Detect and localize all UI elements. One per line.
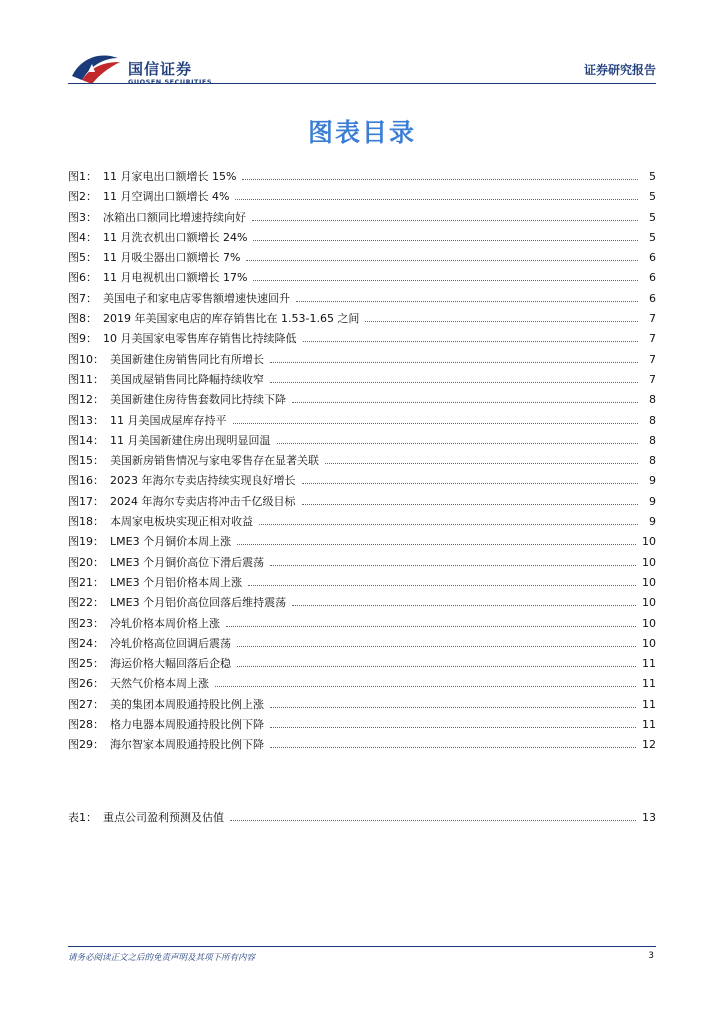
toc-figure-entry[interactable]: [68, 271, 656, 291]
toc-entry-title: 11 月电视机出口额增长 17%: [103, 271, 248, 285]
footer-divider: [68, 946, 656, 947]
toc-entry-page: 9: [649, 494, 656, 508]
toc-figure-entry[interactable]: [68, 718, 656, 738]
toc-dot-leader: [292, 401, 638, 403]
toc-entry-title: 本周家电板块实现正相对收益: [110, 515, 253, 529]
toc-entry-label: 图25：: [68, 657, 104, 671]
toc-dot-leader: [302, 503, 639, 505]
toc-figure-entry[interactable]: [68, 617, 656, 637]
toc-entry-title: 美国成屋销售同比降幅持续收窄: [110, 372, 264, 386]
guosen-logo-icon: [68, 50, 124, 86]
toc-entry-page: 6: [649, 291, 656, 305]
toc-entry-page: 8: [649, 433, 656, 447]
toc-figure-entry[interactable]: [68, 677, 656, 697]
toc-entry-page: 7: [649, 372, 656, 386]
toc-entry-title: 11 月家电出口额增长 15%: [103, 170, 237, 183]
toc-entry-page: 6: [649, 251, 656, 265]
toc-entry-page: 10: [642, 636, 656, 650]
toc-dot-leader: [215, 685, 636, 687]
page-header: [68, 44, 656, 84]
page-title: 图表目录: [307, 118, 416, 147]
toc-entry-title: 重点公司盈利预测及估值: [103, 811, 224, 824]
toc-figure-entry[interactable]: [68, 495, 656, 515]
toc-entry-title: 美国新建住房销售同比有所增长: [110, 352, 264, 366]
toc-entry-title: 11 月空调出口额增长 4%: [103, 190, 230, 204]
toc-figure-entry[interactable]: [68, 535, 656, 555]
toc-entry-title: 美国新建住房待售套数同比持续下降: [110, 393, 286, 407]
toc-figure-entry[interactable]: [68, 312, 656, 332]
toc-dot-leader: [259, 523, 638, 525]
toc-dot-leader: [303, 340, 639, 342]
toc-entry-label: 图12：: [68, 393, 104, 407]
toc-table-entry[interactable]: [68, 811, 656, 831]
toc-entry-label: 图9：: [68, 332, 97, 346]
toc-entry-page: 12: [642, 738, 656, 752]
toc-entry-label: 图7：: [68, 291, 97, 305]
toc-entry-label: 图3：: [68, 210, 97, 224]
toc-entry-label: 图10：: [68, 352, 104, 366]
toc-figure-entry[interactable]: [68, 434, 656, 454]
toc-entry-page: 8: [649, 393, 656, 407]
toc-dot-leader: [235, 198, 638, 200]
toc-figure-entry[interactable]: [68, 576, 656, 596]
company-logo: [68, 50, 218, 86]
toc-entry-label: 图17：: [68, 494, 104, 508]
toc-entry-page: 8: [649, 413, 656, 427]
toc-figure-entry[interactable]: [68, 474, 656, 494]
toc-entry-page: 10: [642, 575, 656, 589]
toc-entry-label: 图23：: [68, 616, 104, 630]
toc-entry-label: 图16：: [68, 474, 104, 488]
toc-entry-page: 7: [649, 352, 656, 366]
toc-entry-page: 10: [642, 596, 656, 610]
toc-entry-title: 海运价格大幅回落后企稳: [110, 657, 231, 671]
header-divider: [68, 83, 656, 84]
footer-disclaimer: 请务必阅读正文之后的免责声明及其项下所有内容: [68, 953, 256, 963]
toc-dot-leader: [365, 320, 638, 322]
toc-figure-entry[interactable]: [68, 170, 656, 190]
toc-entry-page: 9: [649, 474, 656, 488]
toc-entry-label: 图19：: [68, 535, 104, 549]
toc-dot-leader: [237, 665, 636, 667]
toc-entry-page: 8: [649, 454, 656, 468]
toc-dot-leader: [302, 482, 639, 484]
toc-dot-leader: [237, 543, 636, 545]
toc-entry-page: 10: [642, 616, 656, 630]
toc-entry-title: 11 月洗衣机出口额增长 24%: [103, 230, 248, 244]
figure-toc-list: [68, 170, 656, 759]
toc-dot-leader: [233, 422, 639, 424]
toc-entry-title: 美国电子和家电店零售额增速快速回升: [103, 291, 290, 305]
toc-figure-entry[interactable]: [68, 332, 656, 352]
toc-entry-page: 10: [642, 535, 656, 549]
toc-dot-leader: [230, 819, 636, 821]
toc-entry-title: LME3 个月铝价高位回落后维持震荡: [110, 596, 287, 610]
footer-page-number: 3: [648, 951, 654, 961]
toc-dot-leader: [237, 645, 636, 647]
toc-entry-label: 图5：: [68, 251, 97, 265]
toc-figure-entry[interactable]: [68, 454, 656, 474]
toc-entry-title: 冷轧价格本周价格上涨: [110, 616, 220, 630]
toc-dot-leader: [270, 361, 638, 363]
toc-dot-leader: [253, 239, 638, 241]
toc-dot-leader: [270, 726, 636, 728]
toc-entry-page: 5: [649, 170, 656, 183]
toc-dot-leader: [226, 625, 636, 627]
toc-entry-title: 2024 年海尔专卖店将冲击千亿级目标: [110, 494, 296, 508]
toc-entry-page: 5: [649, 190, 656, 204]
toc-entry-page: 10: [642, 555, 656, 569]
toc-entry-title: 2023 年海尔专卖店持续实现良好增长: [110, 474, 296, 488]
toc-entry-title: 格力电器本周股通持股比例下降: [110, 718, 264, 732]
toc-entry-label: 图27：: [68, 697, 104, 711]
toc-entry-label: 图24：: [68, 636, 104, 650]
toc-entry-page: 11: [642, 718, 656, 732]
toc-entry-title: 11 月美国成屋库存持平: [110, 413, 227, 427]
toc-figure-entry[interactable]: [68, 414, 656, 434]
toc-entry-label: 图14：: [68, 433, 104, 447]
toc-dot-leader: [246, 259, 638, 261]
toc-dot-leader: [252, 219, 638, 221]
toc-figure-entry[interactable]: [68, 373, 656, 393]
toc-entry-page: 11: [642, 657, 656, 671]
toc-figure-entry[interactable]: [68, 292, 656, 312]
toc-entry-label: 图13：: [68, 413, 104, 427]
toc-entry-label: 图8：: [68, 312, 97, 326]
toc-dot-leader: [270, 564, 636, 566]
toc-figure-entry[interactable]: [68, 556, 656, 576]
toc-figure-entry[interactable]: [68, 515, 656, 535]
toc-entry-title: 海尔智家本周股通持股比例下降: [110, 738, 264, 752]
report-type-label: 证券研究报告: [583, 63, 656, 77]
toc-dot-leader: [270, 381, 638, 383]
toc-figure-entry[interactable]: [68, 211, 656, 231]
toc-entry-page: 7: [649, 332, 656, 346]
toc-entry-label: 图11：: [68, 372, 104, 386]
toc-entry-label: 图29：: [68, 738, 104, 752]
toc-entry-page: 9: [649, 515, 656, 529]
toc-figure-entry[interactable]: [68, 698, 656, 718]
toc-dot-leader: [277, 442, 639, 444]
toc-entry-label: 表1：: [68, 811, 97, 824]
toc-entry-title: 10 月美国家电零售库存销售比持续降低: [103, 332, 297, 346]
toc-entry-page: 7: [649, 312, 656, 326]
toc-figure-entry[interactable]: [68, 637, 656, 657]
toc-entry-label: 图28：: [68, 718, 104, 732]
toc-entry-title: 美的集团本周股通持股比例上涨: [110, 697, 264, 711]
toc-entry-label: 图6：: [68, 271, 97, 285]
toc-dot-leader: [296, 300, 638, 302]
toc-entry-title: LME3 个月铜价高位下滑后震荡: [110, 555, 265, 569]
toc-entry-label: 图1：: [68, 170, 97, 183]
table-toc-list: [68, 811, 656, 831]
toc-entry-label: 图22：: [68, 596, 104, 610]
toc-dot-leader: [248, 584, 636, 586]
toc-entry-label: 图21：: [68, 575, 104, 589]
toc-entry-title: LME3 个月铝价格本周上涨: [110, 575, 243, 589]
toc-entry-title: LME3 个月铜价本周上涨: [110, 535, 232, 549]
toc-entry-page: 6: [649, 271, 656, 285]
toc-entry-title: 11 月美国新建住房出现明显回温: [110, 433, 271, 447]
toc-dot-leader: [292, 604, 636, 606]
toc-dot-leader: [253, 279, 638, 281]
toc-entry-page: 11: [642, 677, 656, 691]
toc-entry-page: 5: [649, 210, 656, 224]
toc-dot-leader: [270, 746, 636, 748]
logo-company-name: 国信证券: [128, 60, 193, 78]
toc-figure-entry[interactable]: [68, 596, 656, 616]
toc-figure-entry[interactable]: [68, 738, 656, 758]
toc-figure-entry[interactable]: [68, 190, 656, 210]
toc-figure-entry[interactable]: [68, 231, 656, 251]
toc-entry-page: 5: [649, 230, 656, 244]
toc-entry-title: 11 月吸尘器出口额增长 7%: [103, 251, 241, 265]
toc-dot-leader: [242, 178, 638, 180]
toc-entry-title: 美国新房销售情况与家电零售存在显著关联: [110, 454, 319, 468]
logo-english-name: GUOSEN SECURITIES: [128, 78, 213, 86]
toc-entry-title: 天然气价格本周上涨: [110, 677, 209, 691]
toc-entry-label: 图20：: [68, 555, 104, 569]
toc-entry-label: 图15：: [68, 454, 104, 468]
toc-entry-label: 图4：: [68, 230, 97, 244]
toc-entry-label: 图18：: [68, 515, 104, 529]
toc-entry-label: 图26：: [68, 677, 104, 691]
toc-entry-label: 图2：: [68, 190, 97, 204]
toc-entry-page: 13: [642, 811, 656, 824]
toc-figure-entry[interactable]: [68, 657, 656, 677]
toc-figure-entry[interactable]: [68, 393, 656, 413]
toc-dot-leader: [325, 462, 638, 464]
toc-figure-entry[interactable]: [68, 251, 656, 271]
toc-figure-entry[interactable]: [68, 353, 656, 373]
toc-entry-title: 冰箱出口额同比增速持续向好: [103, 210, 246, 224]
toc-dot-leader: [270, 706, 636, 708]
toc-entry-title: 2019 年美国家电店的库存销售比在 1.53-1.65 之间: [103, 312, 360, 326]
toc-entry-page: 11: [642, 697, 656, 711]
toc-entry-title: 冷轧价格高位回调后震荡: [110, 636, 231, 650]
